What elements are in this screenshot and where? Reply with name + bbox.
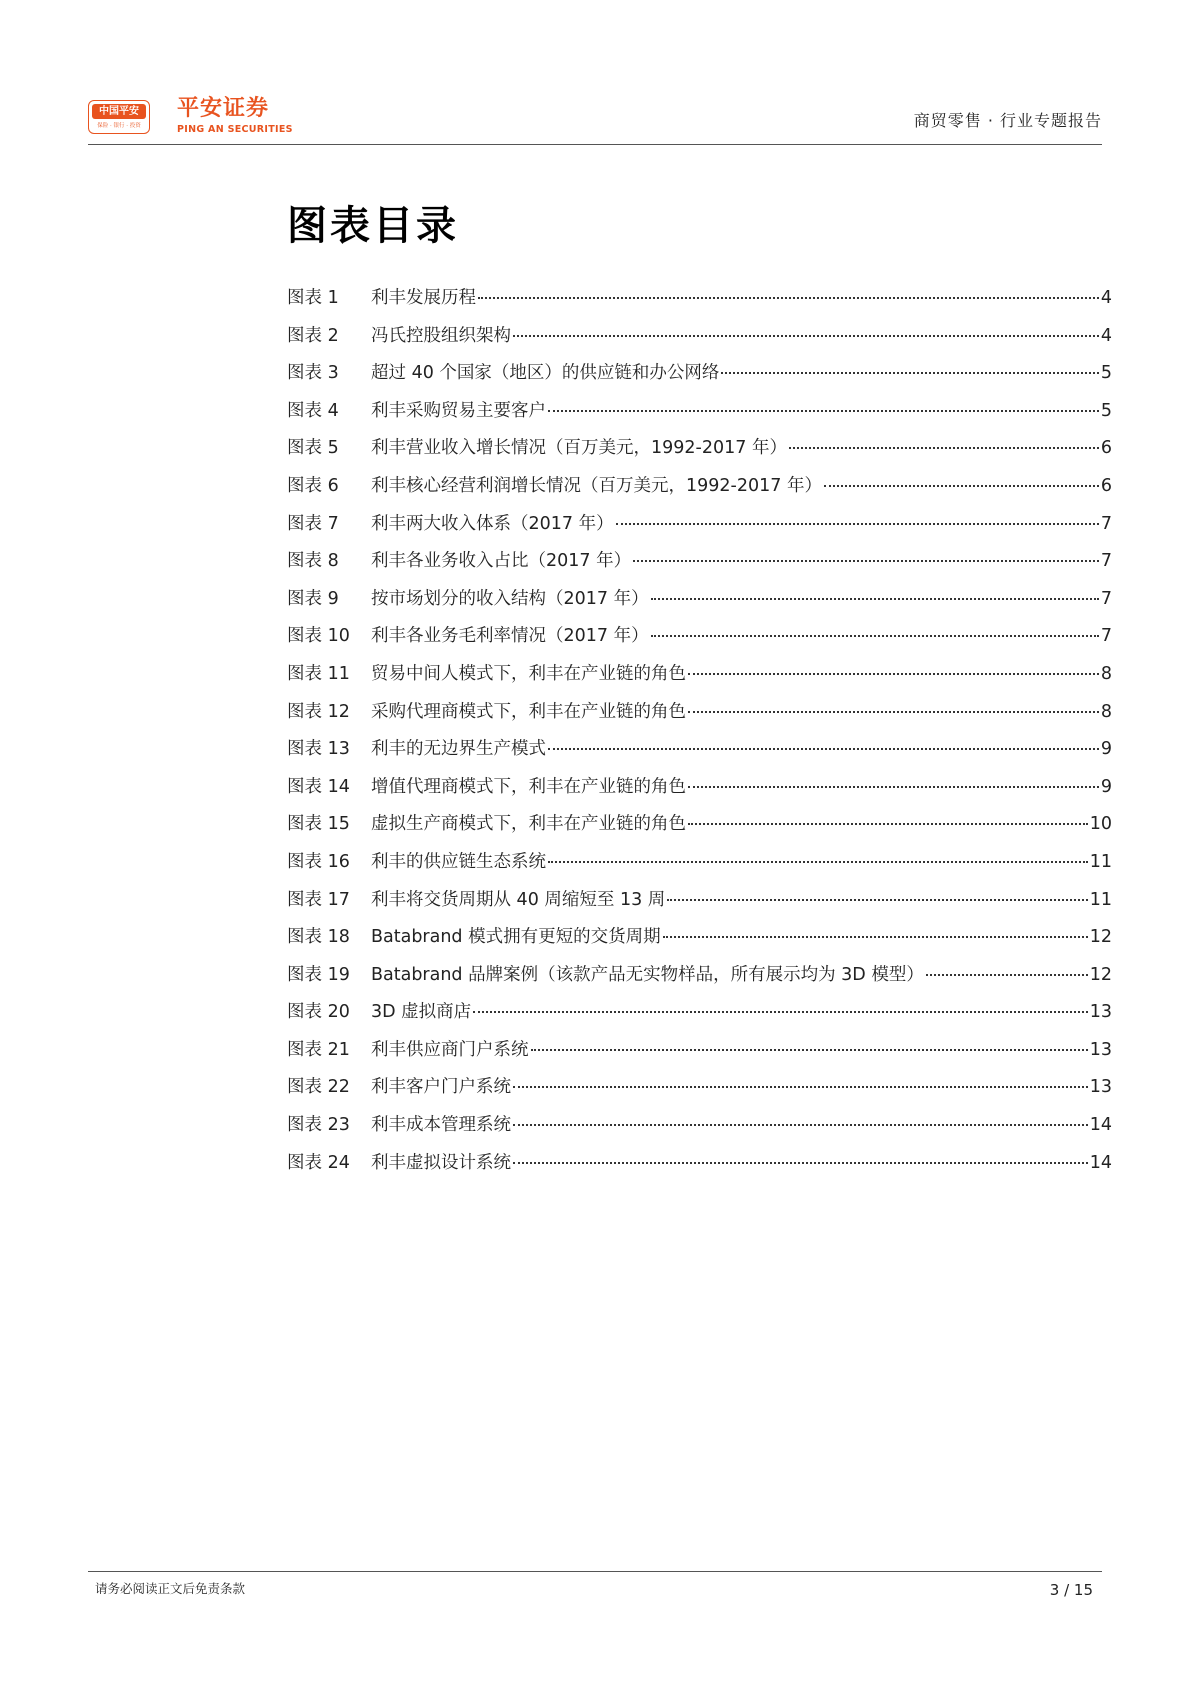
toc-entry[interactable]	[287, 888, 1112, 926]
toc-entry[interactable]	[287, 474, 1112, 512]
company-logo-name: 平安证券	[177, 96, 270, 121]
toc-leader-dots	[478, 296, 1099, 299]
footer-disclaimer: 请务必阅读正文后免责条款	[95, 1581, 246, 1596]
toc-figure-number: 图表 14	[287, 776, 350, 797]
toc-figure-number: 图表 7	[287, 513, 339, 534]
toc-figure-number: 图表 8	[287, 551, 339, 572]
toc-caption: 按市场划分的收入结构（2017 年）	[371, 588, 649, 609]
toc-caption: 3D 虚拟商店	[371, 1002, 472, 1023]
toc-entry[interactable]	[287, 549, 1112, 587]
toc-entry[interactable]	[287, 1151, 1112, 1189]
page-title: 图表目录	[287, 203, 459, 249]
toc-figure-number: 图表 23	[287, 1115, 350, 1136]
toc-page-number: 12	[1089, 964, 1112, 985]
toc-leader-dots	[548, 860, 1088, 863]
toc-page-number: 9	[1100, 739, 1112, 760]
footer-divider	[88, 1571, 1102, 1572]
toc-caption: 利丰发展历程	[371, 288, 476, 308]
toc-page-number: 7	[1100, 588, 1112, 609]
toc-page-number: 9	[1100, 776, 1112, 797]
toc-leader-dots	[688, 822, 1088, 825]
toc-leader-dots	[531, 1048, 1088, 1051]
toc-caption: 超过 40 个国家（地区）的供应链和办公网络	[371, 363, 720, 384]
toc-entry[interactable]	[287, 587, 1112, 625]
toc-page-number: 12	[1089, 927, 1112, 948]
toc-caption: 利丰供应商门户系统	[371, 1039, 529, 1060]
toc-entry[interactable]	[287, 324, 1112, 362]
toc-page-number: 14	[1089, 1115, 1112, 1136]
toc-page-number: 8	[1100, 701, 1112, 722]
toc-figure-number: 图表 10	[287, 626, 350, 647]
toc-page-number: 7	[1100, 551, 1112, 572]
toc-figure-number: 图表 21	[287, 1039, 350, 1060]
toc-figure-number: 图表 3	[287, 363, 339, 384]
toc-entry[interactable]	[287, 399, 1112, 437]
toc-leader-dots	[651, 634, 1099, 637]
toc-caption: 利丰成本管理系统	[371, 1115, 511, 1136]
toc-caption: 虚拟生产商模式下，利丰在产业链的角色	[371, 814, 686, 835]
logo-badge-top: 中国平安	[92, 104, 146, 119]
toc-caption: 利丰各业务毛利率情况（2017 年）	[371, 626, 649, 647]
toc-leader-dots	[513, 1161, 1088, 1164]
toc-leader-dots	[688, 672, 1099, 675]
toc-leader-dots	[688, 785, 1099, 788]
toc-figure-number: 图表 5	[287, 438, 339, 459]
toc-leader-dots	[789, 446, 1099, 449]
toc-figure-number: 图表 19	[287, 964, 350, 985]
toc-caption: 利丰的供应链生态系统	[371, 851, 546, 872]
toc-page-number: 11	[1089, 851, 1112, 872]
toc-figure-number: 图表 9	[287, 588, 339, 609]
toc-entry[interactable]	[287, 624, 1112, 662]
toc-caption: 利丰的无边界生产模式	[371, 739, 546, 760]
toc-caption: 冯氏控股组织架构	[371, 325, 511, 346]
page-header	[88, 96, 1102, 142]
toc-caption: 利丰核心经营利润增长情况（百万美元，1992-2017 年）	[371, 475, 822, 496]
toc-figure-number: 图表 4	[287, 400, 339, 421]
toc-page-number: 7	[1100, 626, 1112, 647]
toc-caption: 采购代理商模式下，利丰在产业链的角色	[371, 701, 686, 722]
toc-leader-dots	[633, 559, 1099, 562]
toc-figure-number: 图表 1	[287, 288, 339, 308]
toc-entry[interactable]	[287, 850, 1112, 888]
toc-leader-dots	[473, 1010, 1088, 1013]
toc-figure-number: 图表 24	[287, 1152, 350, 1173]
figure-toc	[287, 286, 1112, 1188]
toc-figure-number: 图表 17	[287, 889, 350, 910]
toc-caption: Batabrand 品牌案例（该款产品无实物样品，所有展示均为 3D 模型）	[371, 964, 924, 985]
toc-caption: 贸易中间人模式下，利丰在产业链的角色	[371, 663, 686, 684]
toc-figure-number: 图表 12	[287, 701, 350, 722]
toc-leader-dots	[651, 597, 1099, 600]
toc-figure-number: 图表 20	[287, 1002, 350, 1023]
toc-leader-dots	[721, 371, 1098, 374]
toc-entry[interactable]	[287, 812, 1112, 850]
toc-leader-dots	[616, 522, 1099, 525]
toc-page-number: 13	[1089, 1039, 1112, 1060]
toc-page-number: 11	[1089, 889, 1112, 910]
toc-entry[interactable]	[287, 1075, 1112, 1113]
toc-page-number: 5	[1100, 363, 1112, 384]
toc-entry[interactable]	[287, 286, 1112, 324]
toc-caption: 利丰采购贸易主要客户	[371, 400, 546, 421]
toc-entry[interactable]	[287, 662, 1112, 700]
toc-caption: Batabrand 模式拥有更短的交货周期	[371, 927, 661, 948]
toc-leader-dots	[513, 1123, 1088, 1126]
toc-entry[interactable]	[287, 512, 1112, 550]
toc-caption: 利丰客户门户系统	[371, 1077, 511, 1098]
toc-page-number: 4	[1100, 288, 1112, 308]
toc-page-number: 13	[1089, 1002, 1112, 1023]
toc-caption: 利丰将交货周期从 40 周缩短至 13 周	[371, 889, 666, 910]
toc-page-number: 13	[1089, 1077, 1112, 1098]
toc-leader-dots	[688, 710, 1099, 713]
toc-figure-number: 图表 6	[287, 475, 339, 496]
toc-caption: 利丰各业务收入占比（2017 年）	[371, 551, 632, 572]
toc-caption: 增值代理商模式下，利丰在产业链的角色	[371, 776, 686, 797]
toc-figure-number: 图表 11	[287, 663, 350, 684]
toc-leader-dots	[663, 935, 1088, 938]
toc-figure-number: 图表 22	[287, 1077, 350, 1098]
toc-caption: 利丰两大收入体系（2017 年）	[371, 513, 614, 534]
toc-page-number: 14	[1089, 1152, 1112, 1173]
toc-entry[interactable]	[287, 700, 1112, 738]
toc-page-number: 6	[1100, 438, 1112, 459]
toc-entry[interactable]	[287, 925, 1112, 963]
toc-page-number: 8	[1100, 663, 1112, 684]
toc-entry[interactable]	[287, 737, 1112, 775]
toc-page-number: 4	[1100, 325, 1112, 346]
toc-caption: 利丰营业收入增长情况（百万美元，1992-2017 年）	[371, 438, 787, 459]
toc-figure-number: 图表 13	[287, 739, 350, 760]
toc-entry[interactable]	[287, 436, 1112, 474]
logo-badge-bottom: 保险 · 银行 · 投资	[97, 123, 141, 129]
header-divider	[88, 144, 1102, 145]
toc-leader-dots	[513, 1085, 1088, 1088]
toc-leader-dots	[824, 484, 1099, 487]
toc-entry[interactable]	[287, 1000, 1112, 1038]
toc-page-number: 7	[1100, 513, 1112, 534]
toc-page-number: 6	[1100, 475, 1112, 496]
toc-leader-dots	[667, 898, 1087, 901]
toc-leader-dots	[548, 409, 1099, 412]
toc-entry[interactable]	[287, 1038, 1112, 1076]
toc-figure-number: 图表 16	[287, 851, 350, 872]
toc-leader-dots	[548, 747, 1099, 750]
toc-leader-dots	[926, 973, 1088, 976]
toc-leader-dots	[513, 334, 1099, 337]
toc-figure-number: 图表 2	[287, 325, 339, 346]
toc-entry[interactable]	[287, 775, 1112, 813]
toc-entry[interactable]	[287, 1113, 1112, 1151]
toc-page-number: 5	[1100, 400, 1112, 421]
toc-figure-number: 图表 18	[287, 927, 350, 948]
toc-figure-number: 图表 15	[287, 814, 350, 835]
toc-entry[interactable]	[287, 361, 1112, 399]
pingan-logo-badge	[88, 100, 150, 134]
report-type: 商贸零售 · 行业专题报告	[913, 111, 1102, 130]
page-number: 3 / 15	[1049, 1581, 1093, 1599]
toc-caption: 利丰虚拟设计系统	[371, 1152, 511, 1173]
toc-entry[interactable]	[287, 963, 1112, 1001]
toc-page-number: 10	[1089, 814, 1112, 835]
company-logo-english: PING AN SECURITIES	[177, 124, 293, 135]
